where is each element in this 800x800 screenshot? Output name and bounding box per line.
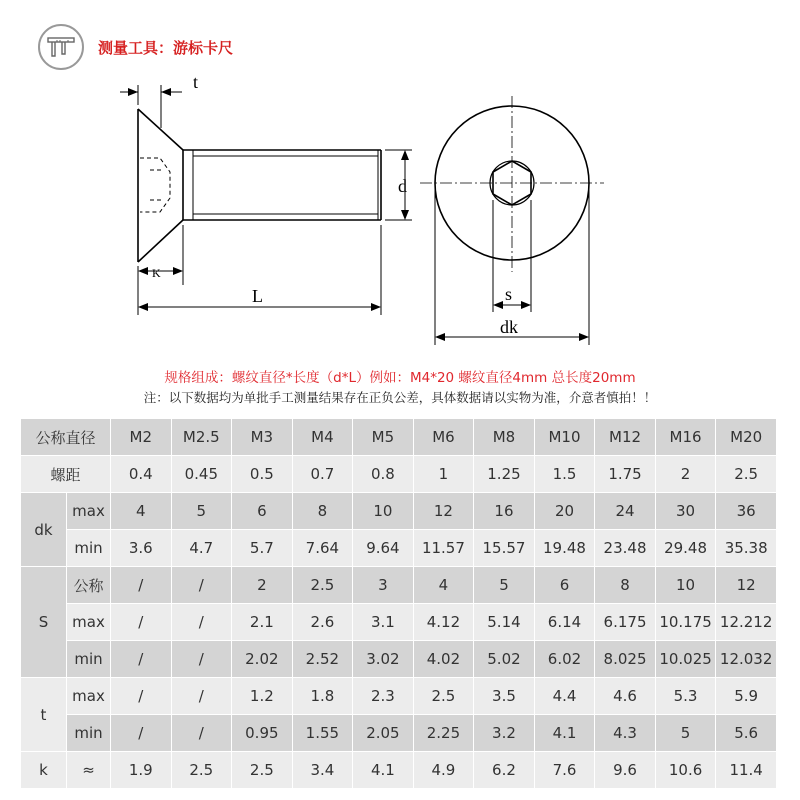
sub-label: ≈ xyxy=(67,752,111,789)
table-cell: 3.6 xyxy=(111,530,172,567)
size-cell: M16 xyxy=(655,419,716,456)
table-cell: 10 xyxy=(655,567,716,604)
row-label: 公称直径 xyxy=(21,419,111,456)
table-cell: 2.5 xyxy=(292,567,353,604)
dim-label-s: s xyxy=(505,284,513,304)
table-cell: 2 xyxy=(232,567,293,604)
row-label: 螺距 xyxy=(21,456,111,493)
table-cell: 0.7 xyxy=(292,456,353,493)
table-cell: 4.1 xyxy=(353,752,414,789)
sub-label: 公称 xyxy=(67,567,111,604)
table-cell: 4.9 xyxy=(413,752,474,789)
table-cell: 23.48 xyxy=(595,530,656,567)
table-cell: / xyxy=(111,715,172,752)
table-cell: 0.5 xyxy=(232,456,293,493)
table-cell: 15.57 xyxy=(474,530,535,567)
table-cell: 2.1 xyxy=(232,604,293,641)
table-row-t-max xyxy=(21,678,777,715)
table-cell: 3.02 xyxy=(353,641,414,678)
table-cell: 3.4 xyxy=(292,752,353,789)
dim-label-t: t xyxy=(193,72,199,92)
table-cell: 6.175 xyxy=(595,604,656,641)
table-cell: 4.1 xyxy=(534,715,595,752)
table-cell: 7.64 xyxy=(292,530,353,567)
sub-label: min xyxy=(67,530,111,567)
table-cell: 0.4 xyxy=(111,456,172,493)
table-cell: 29.48 xyxy=(655,530,716,567)
table-row-t-min xyxy=(21,715,777,752)
table-cell: 1.55 xyxy=(292,715,353,752)
table-cell: 11.57 xyxy=(413,530,474,567)
table-cell: 10.6 xyxy=(655,752,716,789)
table-cell: 5.14 xyxy=(474,604,535,641)
table-cell: 2.5 xyxy=(232,752,293,789)
disclaimer-note: 注：以下数据均为单批手工测量结果存在正负公差，具体数据请以实物为准，介意者慎拍！！ xyxy=(143,390,657,405)
table-cell: 8.025 xyxy=(595,641,656,678)
table-cell: 1.25 xyxy=(474,456,535,493)
dim-label-d: d xyxy=(398,176,407,196)
table-cell: 4.7 xyxy=(171,530,232,567)
table-cell: / xyxy=(111,641,172,678)
size-cell: M4 xyxy=(292,419,353,456)
table-cell: 2.5 xyxy=(413,678,474,715)
table-row-header xyxy=(21,419,777,456)
dimension-table xyxy=(20,418,777,789)
table-cell: 1.75 xyxy=(595,456,656,493)
group-label-dk: dk xyxy=(21,493,67,567)
table-cell: 6 xyxy=(232,493,293,530)
size-cell: M2.5 xyxy=(171,419,232,456)
table-cell: / xyxy=(171,715,232,752)
table-cell: 6 xyxy=(534,567,595,604)
table-cell: 11.4 xyxy=(716,752,777,789)
table-cell: 2.05 xyxy=(353,715,414,752)
table-row-pitch xyxy=(21,456,777,493)
size-cell: M2 xyxy=(111,419,172,456)
table-cell: 3 xyxy=(353,567,414,604)
table-cell: 12.032 xyxy=(716,641,777,678)
table-cell: 35.38 xyxy=(716,530,777,567)
table-cell: 5.9 xyxy=(716,678,777,715)
table-cell: 2.5 xyxy=(171,752,232,789)
table-cell: 2.6 xyxy=(292,604,353,641)
table-cell: 4 xyxy=(111,493,172,530)
sub-label: min xyxy=(67,641,111,678)
table-cell: 2.25 xyxy=(413,715,474,752)
table-cell: 7.6 xyxy=(534,752,595,789)
table-cell: 36 xyxy=(716,493,777,530)
table-cell: / xyxy=(111,604,172,641)
table-cell: / xyxy=(111,567,172,604)
table-cell: 9.64 xyxy=(353,530,414,567)
table-cell: 1 xyxy=(413,456,474,493)
table-cell: 5 xyxy=(171,493,232,530)
table-cell: / xyxy=(171,641,232,678)
table-cell: 6.2 xyxy=(474,752,535,789)
spec-format-line: 规格组成：螺纹直径*长度（d*L）例如：M4*20 螺纹直径4mm 总长度20mm xyxy=(164,370,636,386)
table-row-dk-min xyxy=(21,530,777,567)
table-cell: 5 xyxy=(655,715,716,752)
table-row-s-nominal xyxy=(21,567,777,604)
sub-label: max xyxy=(67,604,111,641)
table-cell: 8 xyxy=(292,493,353,530)
table-cell: 4.12 xyxy=(413,604,474,641)
table-cell: 4.3 xyxy=(595,715,656,752)
table-cell: 5.3 xyxy=(655,678,716,715)
table-cell: 5.6 xyxy=(716,715,777,752)
table-cell: 1.5 xyxy=(534,456,595,493)
table-cell: 2.52 xyxy=(292,641,353,678)
table-cell: 12 xyxy=(716,567,777,604)
table-cell: 9.6 xyxy=(595,752,656,789)
group-label-t: t xyxy=(21,678,67,752)
table-cell: 10 xyxy=(353,493,414,530)
header-title: 测量工具：游标卡尺 xyxy=(98,38,234,57)
table-cell: 12 xyxy=(413,493,474,530)
screw-drawing xyxy=(0,0,800,360)
table-cell: 1.8 xyxy=(292,678,353,715)
sub-label: max xyxy=(67,493,111,530)
table-cell: 1.2 xyxy=(232,678,293,715)
table-cell: 30 xyxy=(655,493,716,530)
group-label-s: S xyxy=(21,567,67,678)
size-cell: M5 xyxy=(353,419,414,456)
table-cell: 3.1 xyxy=(353,604,414,641)
table-cell: 8 xyxy=(595,567,656,604)
table-cell: 4 xyxy=(413,567,474,604)
table-cell: 5.7 xyxy=(232,530,293,567)
size-cell: M6 xyxy=(413,419,474,456)
size-cell: M8 xyxy=(474,419,535,456)
table-cell: / xyxy=(111,678,172,715)
dim-label-dk: dk xyxy=(500,317,518,337)
table-cell: 6.14 xyxy=(534,604,595,641)
table-row-dk-max xyxy=(21,493,777,530)
dim-label-k: K xyxy=(152,266,161,280)
table-cell: 0.95 xyxy=(232,715,293,752)
table-cell: 2.3 xyxy=(353,678,414,715)
table-cell: 1.9 xyxy=(111,752,172,789)
table-cell: / xyxy=(171,678,232,715)
table-cell: / xyxy=(171,567,232,604)
table-cell: 5 xyxy=(474,567,535,604)
sub-label: max xyxy=(67,678,111,715)
table-cell: 4.6 xyxy=(595,678,656,715)
sub-label: min xyxy=(67,715,111,752)
table-cell: 10.175 xyxy=(655,604,716,641)
group-label-k: k xyxy=(21,752,67,789)
table-cell: 3.5 xyxy=(474,678,535,715)
size-cell: M3 xyxy=(232,419,293,456)
dim-label-l: L xyxy=(252,286,263,306)
table-cell: 5.02 xyxy=(474,641,535,678)
table-row-s-min xyxy=(21,641,777,678)
table-cell: 4.02 xyxy=(413,641,474,678)
table-cell: / xyxy=(171,604,232,641)
table-cell: 10.025 xyxy=(655,641,716,678)
table-row-s-max xyxy=(21,604,777,641)
size-cell: M12 xyxy=(595,419,656,456)
table-cell: 19.48 xyxy=(534,530,595,567)
table-cell: 20 xyxy=(534,493,595,530)
table-cell: 2.5 xyxy=(716,456,777,493)
table-row-k xyxy=(21,752,777,789)
table-cell: 3.2 xyxy=(474,715,535,752)
table-cell: 6.02 xyxy=(534,641,595,678)
table-cell: 16 xyxy=(474,493,535,530)
table-cell: 4.4 xyxy=(534,678,595,715)
table-cell: 2 xyxy=(655,456,716,493)
table-cell: 12.212 xyxy=(716,604,777,641)
table-cell: 24 xyxy=(595,493,656,530)
table-cell: 0.45 xyxy=(171,456,232,493)
size-cell: M20 xyxy=(716,419,777,456)
table-cell: 0.8 xyxy=(353,456,414,493)
size-cell: M10 xyxy=(534,419,595,456)
table-cell: 2.02 xyxy=(232,641,293,678)
